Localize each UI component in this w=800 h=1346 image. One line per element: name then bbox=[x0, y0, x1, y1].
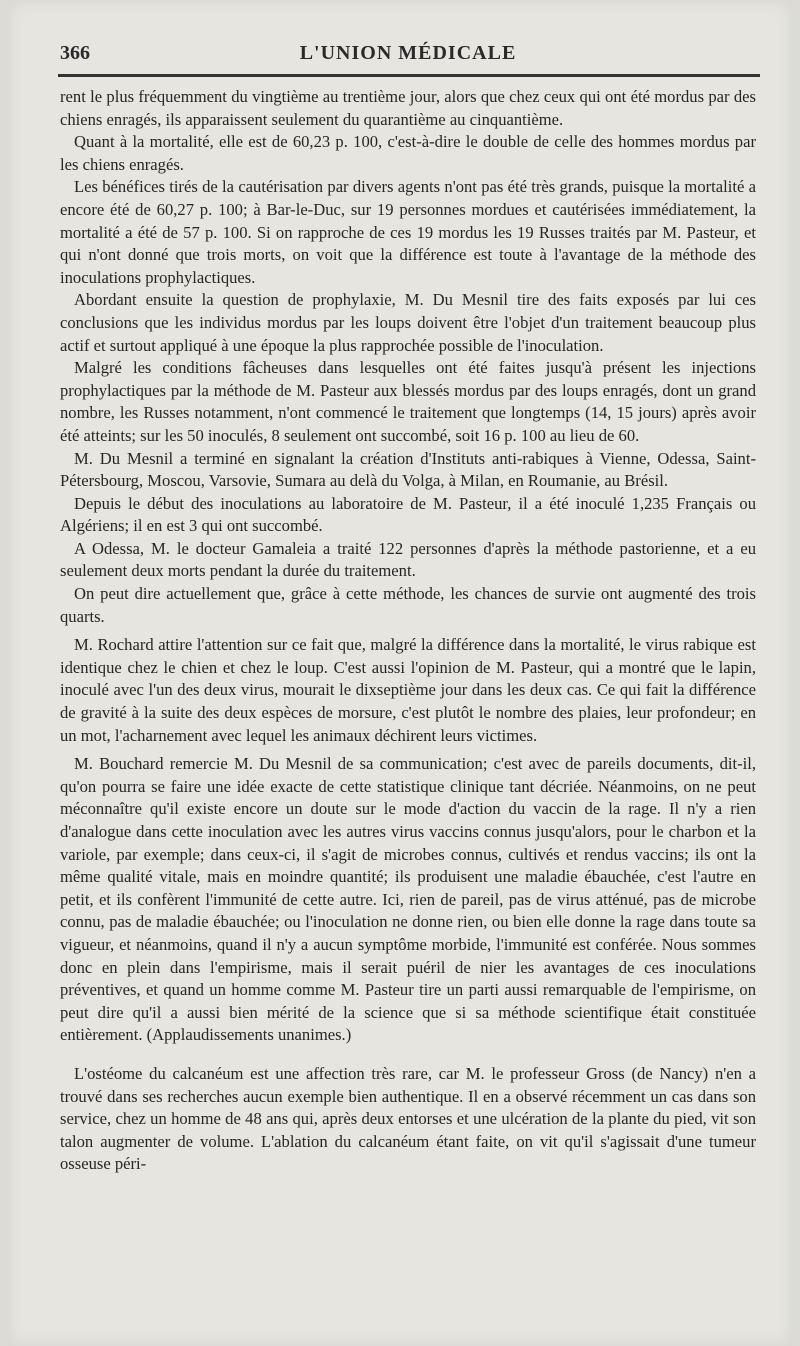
page bbox=[8, 0, 792, 1346]
paragraph: Abordant ensuite la question de prophylaxie, M. Du Mesnil tire des faits exposés par lui ces conclusions que les individus mordus par les loups doivent être l'objet d'un traitement beaucoup plus actif et surtout appliqué à une époque la plus rapprochée possible de l'inoculation. bbox=[60, 290, 756, 355]
journal-title: L'UNION MÉDICALE bbox=[299, 42, 517, 64]
paragraph: M. Du Mesnil a terminé en signalant la création d'Instituts anti-rabiques à Vienne, Odessa, Saint-Pétersbourg, Moscou, Varsovie, Sumara au delà du Volga, à Milan, en Roumanie, au Brésil. bbox=[60, 448, 756, 491]
paragraph: Malgré les conditions fâcheuses dans lesquelles ont été faites jusqu'à présent les injections prophylactiques par la méthode de M. Pasteur aux blessés mordus par des loups enragés, dont un grand nombre, les Russes notamment, n'ont commencé le traitement que longtemps (14, 15 jours) après avoir été atteints; sur les 50 inoculés, 8 seulement ont succombé, soit 16 p. 100 au lieu de 60. bbox=[60, 358, 756, 445]
paragraph: A Odessa, M. le docteur Gamaleia a traité 122 personnes d'après la méthode pastorienne, et a eu seulement deux morts pendant la durée du traitement. bbox=[60, 538, 756, 581]
paragraph: M. Rochard attire l'attention sur ce fait que, malgré la différence dans la mortalité, le virus rabique est identique chez le chien et chez le loup. C'est aussi l'opinion de M. Pasteur, qui a montré que le lapin, inoculé avec l'un des deux virus, mourait le dixseptième jour dans les deux cas. Ce qui fait la différence de gravité à la suite des deux espèces de morsure, c'est plutôt le nombre des plaies, leur profondeur; en un mot, l'acharnement avec lequel les animaux déchirent leurs victimes. bbox=[60, 635, 756, 745]
paragraph: Les bénéfices tirés de la cautérisation par divers agents n'ont pas été très grands, puisque la mortalité a encore été de 60,27 p. 100; à Bar-le-Duc, sur 19 personnes mordues et cautérisées immédiatement, la mortalité a été de 57 p. 100. Si on rapproche de ces 19 mordus les 19 Russes traités par M. Pasteur, et qui n'ont donné que trois morts, on voit que la différence est toute à l'avantage de la méthode des inoculations prophylactiques. bbox=[60, 177, 756, 287]
page-number: 366 bbox=[60, 42, 90, 64]
paragraph: L'ostéome du calcanéum est une affection très rare, car M. le professeur Gross (de Nancy) n'en a trouvé dans ses recherches aucun exemple bien authentique. Il en a observé récemment un cas dans son service, chez un homme de 48 ans qui, après deux entorses et une ulcération de la plante du pied, vit son talon augmenter de volume. L'ablation du calcanéum étant faite, on vit qu'il s'agissait d'une tumeur osseuse péri- bbox=[60, 1063, 756, 1174]
page-header bbox=[60, 42, 756, 70]
paragraph: Quant à la mortalité, elle est de 60,23 p. 100, c'est-à-dire le double de celle des hommes mordus par les chiens enragés. bbox=[60, 132, 756, 174]
paragraph: rent le plus fréquemment du vingtième au trentième jour, alors que chez ceux qui ont été mordus par des chiens enragés, ils apparaissent seulement du quarantième au cinquantième. bbox=[60, 87, 756, 129]
header-rule bbox=[58, 74, 760, 77]
paragraph: Depuis le début des inoculations au laboratoire de M. Pasteur, il a été inoculé 1,235 Français ou Algériens; il en est 3 qui ont succombé. bbox=[60, 493, 756, 536]
article-body bbox=[60, 86, 756, 1176]
paragraph: On peut dire actuellement que, grâce à cette méthode, les chances de survie ont augmenté des trois quarts. bbox=[60, 584, 756, 626]
paragraph: M. Bouchard remercie M. Du Mesnil de sa communication; c'est avec de pareils documents, dit-il, qu'on pourra se faire une idée exacte de cette statistique clinique tant décriée. Néanmoins, on ne peut méconnaître qu'il existe encore un doute sur le mode d'action du vaccin de la rage. Il n'y a rien d'analogue dans cette inoculation avec les autres virus vaccins connus jusqu'alors, pour le charbon et la variole, par exemple; dans ceux-ci, il s'agit de microbes connus, cultivés et rendus vaccins; ils ont la même qualité vitale, mais en moindre quantité; ils produisent une maladie ébauchée, c'est l'autre en petit, et ils confèrent l'immunité de cette autre. Ici, rien de pareil, pas de virus atténué, pas de microbe connu, pas de maladie ébauchée; ou l'inoculation ne donne rien, ou bien elle donne la rage dans toute sa vigueur, et néanmoins, quand il n'y a aucun symptôme morbide, l'immunité est conférée. Nous sommes donc en plein dans l'empirisme, mais il serait puéril de nier les avantages de ces inoculations préventives, et quand un homme comme M. Pasteur tire un parti aussi remarquable de l'empirisme, on peut dire qu'il a aussi bien mérité de la science que si sa méthode scientifique était constituée entièrement. (Applaudissements unanimes.) bbox=[60, 754, 756, 1045]
